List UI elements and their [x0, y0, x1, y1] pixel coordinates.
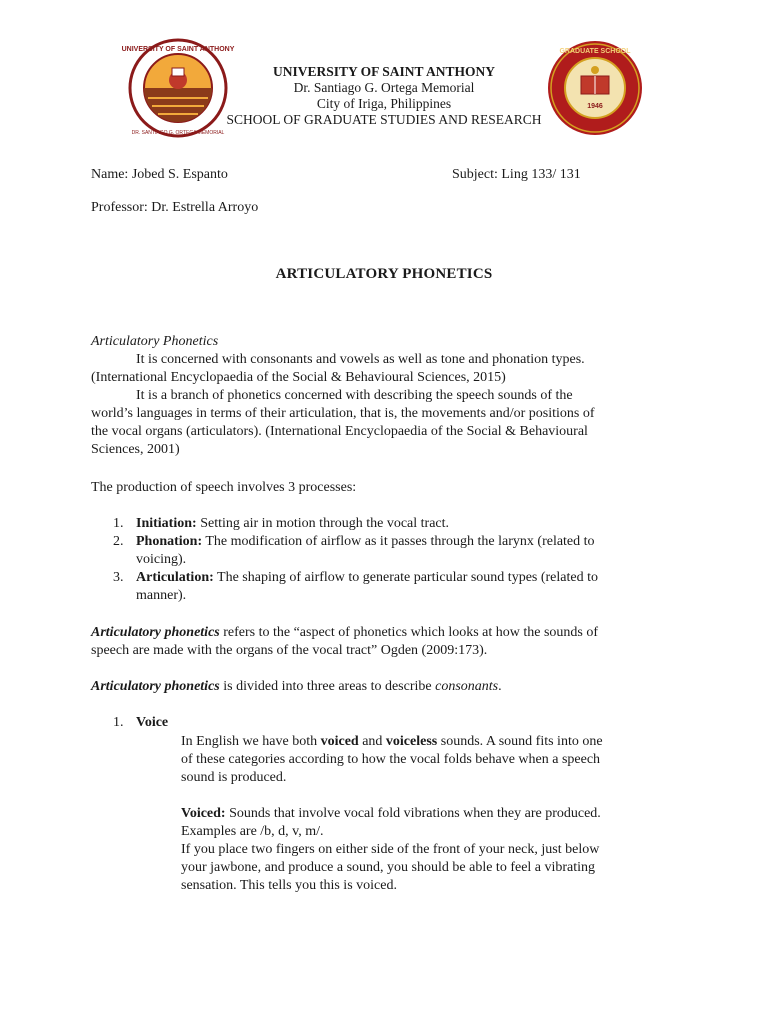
- professor: Professor: Dr. Estrella Arroyo: [91, 200, 259, 215]
- svg-text:DR. SANTIAGO G. ORTEGA MEMORIA: DR. SANTIAGO G. ORTEGA MEMORIAL: [131, 130, 225, 136]
- list-number: 1.: [113, 516, 124, 531]
- definition-paragraph: Articulatory phonetics refers to the “aspect of phonetics which looks at how the sounds of: [91, 625, 599, 640]
- voiced-paragraph-line: Voiced: Sounds that involve vocal fold vibrations when they are produced.: [181, 806, 601, 821]
- definition-paragraph-line: speech are made with the organs of the vocal tract” Ogden (2009:173).: [91, 643, 488, 658]
- areas-paragraph: Articulatory phonetics is divided into three areas to describe consonants.: [91, 679, 502, 694]
- svg-text:GRADUATE SCHOOL: GRADUATE SCHOOL: [559, 48, 631, 55]
- list-item: Initiation: Setting air in motion through the vocal tract.: [136, 516, 450, 531]
- voiced-paragraph-line: If you place two fingers on either side of the front of your neck, just below: [181, 842, 600, 857]
- list-number: 3.: [113, 570, 124, 585]
- student-name: Name: Jobed S. Espanto: [91, 167, 228, 182]
- page-title: ARTICULATORY PHONETICS: [275, 266, 493, 282]
- list-item-continuation: manner).: [136, 588, 187, 603]
- processes-intro: The production of speech involves 3 processes:: [91, 480, 357, 495]
- city-name: City of Iriga, Philippines: [316, 96, 452, 111]
- paragraph-line: (International Encyclopaedia of the Social & Behavioural Sciences, 2015): [91, 370, 506, 385]
- paragraph-line: world’s languages in terms of their articulation, that is, the movements and/or positions of: [91, 406, 595, 421]
- subject: Subject: Ling 133/ 131: [452, 167, 581, 182]
- memorial-name: Dr. Santiago G. Ortega Memorial: [293, 80, 475, 95]
- paragraph-line: the vocal organs (articulators). (International Encyclopaedia of the Social & Behavioural: [91, 424, 588, 439]
- voice-heading: Voice: [136, 715, 169, 730]
- voiced-paragraph-line: sensation. This tells you this is voiced.: [181, 878, 397, 893]
- svg-text:1946: 1946: [587, 103, 603, 110]
- list-item-continuation: voicing).: [136, 552, 187, 567]
- voice-paragraph-line: of these categories according to how the vocal folds behave when a speech: [181, 752, 601, 767]
- section-heading: Articulatory Phonetics: [91, 334, 219, 349]
- university-name: UNIVERSITY OF SAINT ANTHONY: [273, 64, 495, 79]
- voiced-paragraph-line: Examples are /b, d, v, m/.: [181, 824, 324, 839]
- list-number: 2.: [113, 534, 124, 549]
- voice-paragraph-line: sound is produced.: [181, 770, 287, 785]
- list-item: Articulation: The shaping of airflow to generate particular sound types (related to: [136, 570, 598, 585]
- list-number: 1.: [113, 715, 124, 730]
- paragraph-line: Sciences, 2001): [91, 442, 180, 457]
- paragraph-line: It is concerned with consonants and vowels as well as tone and phonation types.: [136, 352, 585, 367]
- svg-text:UNIVERSITY OF SAINT ANTHONY: UNIVERSITY OF SAINT ANTHONY: [121, 46, 235, 53]
- voiced-paragraph-line: your jawbone, and produce a sound, you should be able to feel a vibrating: [181, 860, 596, 875]
- voice-paragraph-line: In English we have both voiced and voiceless sounds. A sound fits into one: [181, 734, 603, 749]
- paragraph-line: It is a branch of phonetics concerned with describing the speech sounds of the: [136, 388, 573, 403]
- school-name: SCHOOL OF GRADUATE STUDIES AND RESEARCH: [226, 112, 542, 127]
- list-item: Phonation: The modification of airflow as it passes through the larynx (related to: [136, 534, 595, 549]
